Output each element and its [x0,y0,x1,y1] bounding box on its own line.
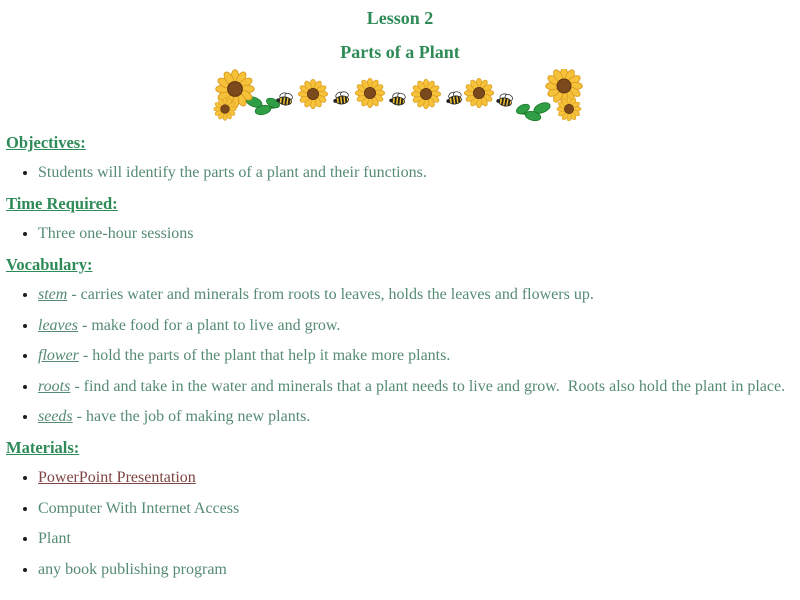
vocab-term: roots [38,377,71,395]
sunflower-icon [355,78,384,107]
vocabulary-list [0,285,800,426]
materials-item-text: Computer With Internet Access [38,499,240,517]
sunflower-icon [298,79,327,108]
vocab-item-leaves [38,316,792,335]
page-subtitle: Parts of a Plant [340,42,460,62]
objectives-item-text: Students will identify the parts of a plant and their functions. [38,164,427,181]
vocab-definition: - carries water and minerals from roots to leaves, holds the leaves and flowers up. [67,286,594,303]
materials-item-text: Plant [38,530,71,547]
materials-item-powerpoint [38,468,792,487]
vocab-definition: - hold the parts of the plant that help it make more plants. [78,347,451,364]
sunflower-bee-border-image [212,69,588,121]
vocab-term: stem [38,286,68,303]
vocab-term: seeds [38,408,73,425]
materials-list [0,468,800,579]
section-heading-objectives: Objectives: [6,132,86,152]
time-required-item-text: Three one-hour sessions [38,225,194,242]
vocab-item-seeds [38,407,792,426]
bee-icon [496,91,514,107]
powerpoint-presentation-link[interactable]: PowerPoint Presentation [38,469,196,486]
sunflower-icon [464,78,493,107]
vocab-definition: - have the job of making new plants. [72,408,311,425]
materials-item-plant [38,529,792,548]
section-heading-time-required: Time Required: [6,193,118,213]
materials-item-book-program [38,560,792,579]
bee-icon [389,91,407,106]
time-required-item [38,224,792,243]
bee-icon [332,90,350,105]
decorative-border [0,69,800,121]
vocab-item-stem [38,285,792,304]
vocab-definition: - find and take in the water and minerals that a plant needs to live and grow. Roots also hold the plant in place. [70,377,786,395]
vocab-term: flower [38,347,79,364]
page-title: Lesson 2 [366,8,434,28]
leaves-icon [515,101,552,121]
materials-item-text: any book publishing program [38,560,227,578]
time-required-list [0,224,800,243]
vocab-term: leaves [38,316,78,334]
sunflower-icon [411,79,440,108]
vocab-item-roots [38,377,792,396]
vocab-item-flower [38,346,792,365]
section-heading-vocabulary: Vocabulary: [6,254,93,274]
materials-item-computer [38,499,792,518]
vocab-definition: - make food for a plant to live and grow. [77,316,341,334]
bee-icon [445,90,463,105]
section-heading-materials: Materials: [6,437,80,457]
lesson-page [0,8,800,579]
objectives-list [0,163,800,182]
objectives-item [38,163,792,182]
